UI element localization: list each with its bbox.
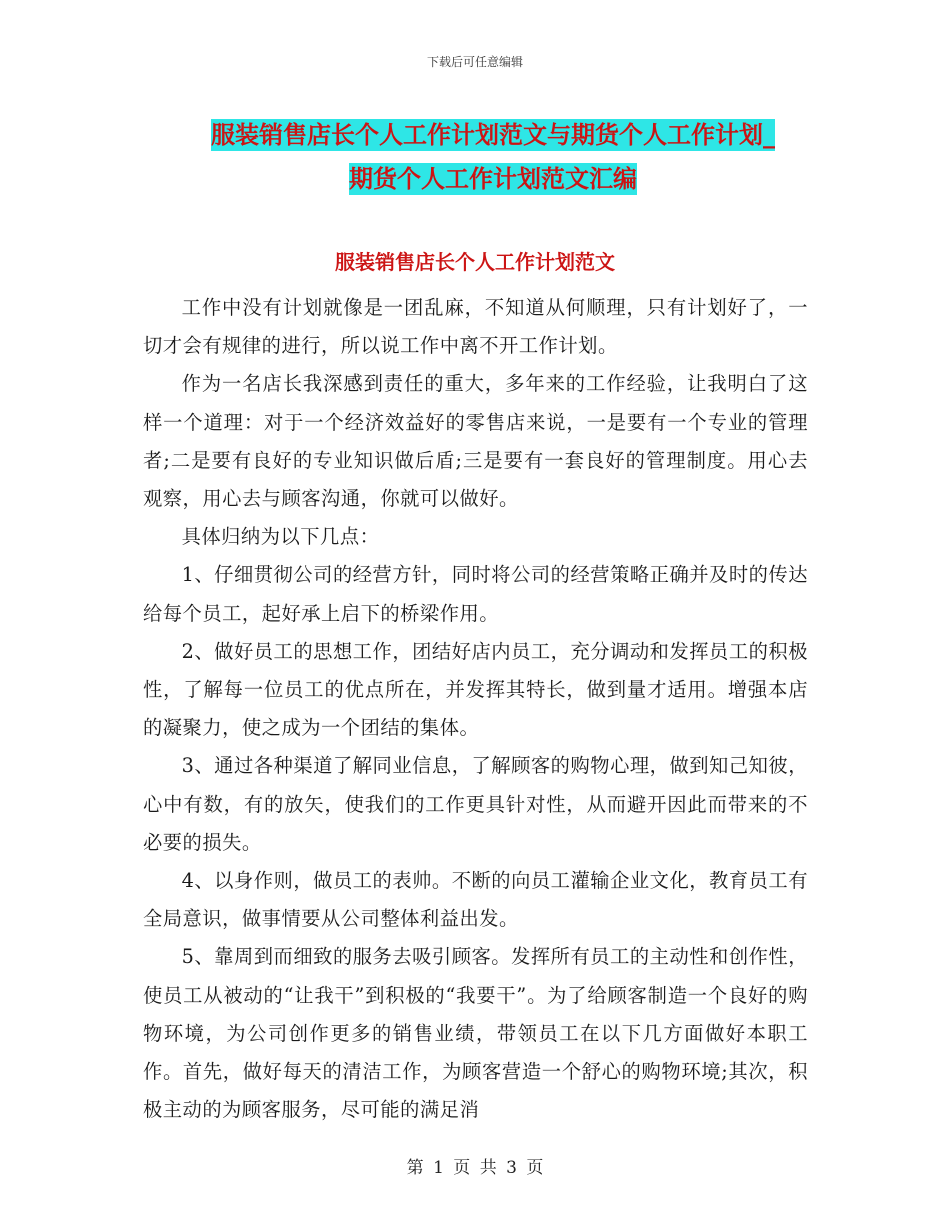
paragraph: 作为一名店长我深感到责任的重大，多年来的工作经验，让我明白了这样一个道理：对于一个经济效益好的零售店来说，一是要有一个专业的管理者;二是要有良好的专业知识做后盾;三是要有一套良好的管理制度。用心去观察，用心去与顾客沟通，你就可以做好。 bbox=[143, 372, 808, 511]
paragraph: 4、以身作则，做员工的表帅。不断的向员工灌输企业文化，教育员工有全局意识，做事情要从公司整体利益出发。 bbox=[143, 869, 808, 931]
paragraph: 具体归纳为以下几点： bbox=[181, 525, 380, 549]
document-title bbox=[143, 113, 843, 201]
title-line-1: 服装销售店长个人工作计划范文与期货个人工作计划_ bbox=[211, 121, 775, 149]
paragraph: 工作中没有计划就像是一团乱麻，不知道从何顺理，只有计划好了，一切才会有规律的进行，所以说工作中离不开工作计划。 bbox=[143, 296, 808, 358]
page-footer: 第 1 页 共 3 页 bbox=[406, 1158, 544, 1178]
header-note: 下载后可任意编辑 bbox=[426, 55, 523, 69]
section-title: 服装销售店长个人工作计划范文 bbox=[335, 250, 615, 274]
paragraph: 5、靠周到而细致的服务去吸引顾客。发挥所有员工的主动性和创作性，使员工从被动的“让我干”到积极的“我要干”。为了给顾客制造一个良好的购物环境，为公司创作更多的销售业绩，带领员工在以下几方面做好本职工作。首先，做好每天的清洁工作，为顾客营造一个舒心的购物环境;其次，积极主动的为顾客服务，尽可能的满足消 bbox=[143, 945, 808, 1122]
title-line-2: 期货个人工作计划范文汇编 bbox=[349, 165, 637, 193]
paragraph: 3、通过各种渠道了解同业信息，了解顾客的购物心理，做到知己知彼，心中有数，有的放矢，使我们的工作更具针对性，从而避开因此而带来的不必要的损失。 bbox=[143, 754, 808, 854]
paragraph: 1、仔细贯彻公司的经营方针，同时将公司的经营策略正确并及时的传达给每个员工，起好承上启下的桥梁作用。 bbox=[143, 563, 808, 625]
body-text bbox=[143, 289, 808, 1129]
paragraph: 2、做好员工的思想工作，团结好店内员工，充分调动和发挥员工的积极性，了解每一位员工的优点所在，并发挥其特长，做到量才适用。增强本店的凝聚力，使之成为一个团结的集体。 bbox=[143, 639, 808, 740]
